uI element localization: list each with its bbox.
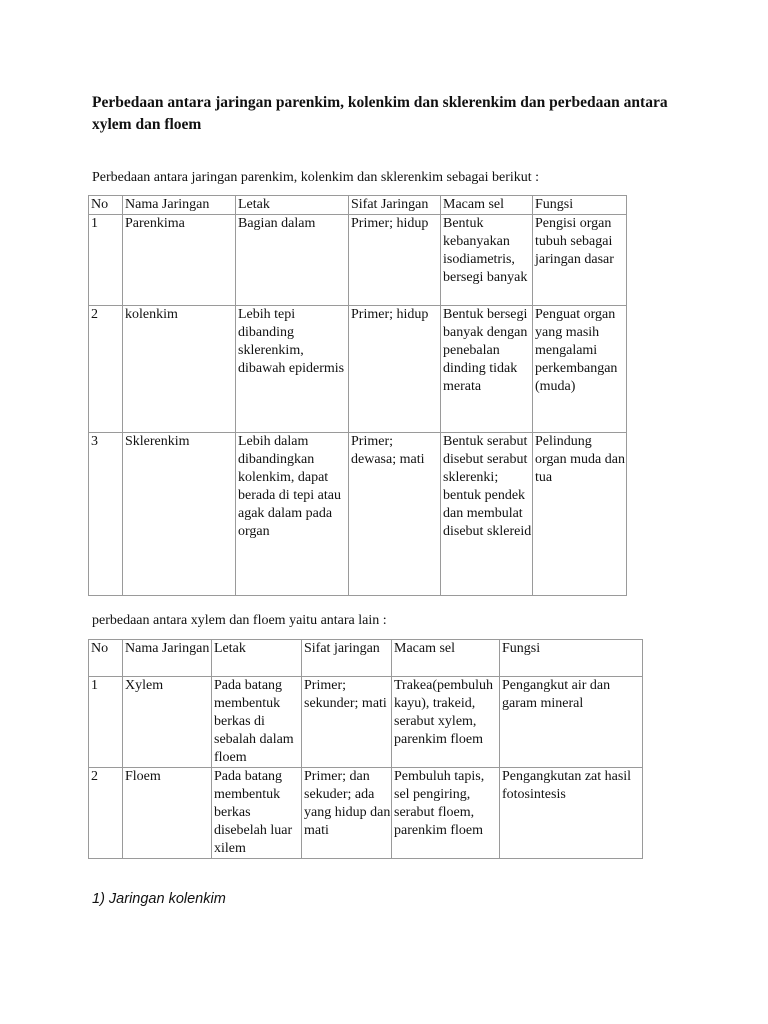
table-cell: 2: [89, 306, 123, 433]
header-cell: Fungsi: [500, 640, 643, 677]
table-cell: Bentuk kebanyakan isodiametris, bersegi banyak: [441, 215, 533, 306]
table-cell: Bentuk bersegi banyak dengan penebalan dinding tidak merata: [441, 306, 533, 433]
table-cell: Pembuluh tapis, sel pengiring, serabut floem, parenkim floem: [392, 768, 500, 859]
header-cell: Nama Jaringan: [123, 640, 212, 677]
header-cell: Macam sel: [441, 196, 533, 215]
table-cell: Pada batang membentuk berkas disebelah luar xilem: [212, 768, 302, 859]
table-cell: Penguat organ yang masih mengalami perkembangan (muda): [533, 306, 627, 433]
header-cell: No: [89, 640, 123, 677]
table-cell: Primer; dewasa; mati: [349, 433, 441, 596]
table-cell: 1: [89, 677, 123, 768]
table-header-row: [89, 640, 643, 677]
table-cell: Primer; dan sekuder; ada yang hidup dan mati: [302, 768, 392, 859]
table-cell: Sklerenkim: [123, 433, 236, 596]
header-cell: Sifat jaringan: [302, 640, 392, 677]
table-row: [89, 215, 627, 306]
table-cell: Primer; hidup: [349, 215, 441, 306]
table-cell: Trakea(pembuluh kayu), trakeid, serabut xylem, parenkim floem: [392, 677, 500, 768]
table-cell: 3: [89, 433, 123, 596]
table-cell: Bagian dalam: [236, 215, 349, 306]
header-cell: Sifat Jaringan: [349, 196, 441, 215]
tissue-comparison-table: [88, 195, 627, 596]
xylem-floem-table: [88, 639, 643, 859]
table-cell: Pelindung organ muda dan tua: [533, 433, 627, 596]
table-cell: 2: [89, 768, 123, 859]
table-cell: Floem: [123, 768, 212, 859]
table-row: [89, 433, 627, 596]
table-cell: Pengangkut air dan garam mineral: [500, 677, 643, 768]
table-row: [89, 768, 643, 859]
intro-text-tissues: Perbedaan antara jaringan parenkim, kolenkim dan sklerenkim sebagai berikut :: [92, 170, 540, 185]
table-cell: Xylem: [123, 677, 212, 768]
table-cell: Lebih dalam dibandingkan kolenkim, dapat berada di tepi atau agak dalam pada organ: [236, 433, 349, 596]
header-cell: Letak: [236, 196, 349, 215]
header-cell: Fungsi: [533, 196, 627, 215]
header-cell: Nama Jaringan: [123, 196, 236, 215]
header-cell: No: [89, 196, 123, 215]
header-cell: Macam sel: [392, 640, 500, 677]
table-header-row: [89, 196, 627, 215]
table-cell: Primer; sekunder; mati: [302, 677, 392, 768]
table-cell: Pengisi organ tubuh sebagai jaringan dasar: [533, 215, 627, 306]
table-cell: Bentuk serabut disebut serabut sklerenki; bentuk pendek dan membulat disebut sklereid: [441, 433, 533, 596]
table-cell: Primer; hidup: [349, 306, 441, 433]
table-cell: kolenkim: [123, 306, 236, 433]
table-cell: Pengangkutan zat hasil fotosintesis: [500, 768, 643, 859]
section-heading: 1) Jaringan kolenkim: [92, 891, 226, 907]
table-cell: 1: [89, 215, 123, 306]
table-row: [89, 306, 627, 433]
page-title: Perbedaan antara jaringan parenkim, kolenkim dan sklerenkim dan perbedaan antara xylem dan floem: [92, 94, 668, 133]
table-cell: Parenkima: [123, 215, 236, 306]
header-cell: Letak: [212, 640, 302, 677]
table-cell: Pada batang membentuk berkas di sebalah dalam floem: [212, 677, 302, 768]
intro-text-xylem-floem: perbedaan antara xylem dan floem yaitu antara lain :: [92, 613, 387, 628]
table-row: [89, 677, 643, 768]
table-cell: Lebih tepi dibanding sklerenkim, dibawah epidermis: [236, 306, 349, 433]
